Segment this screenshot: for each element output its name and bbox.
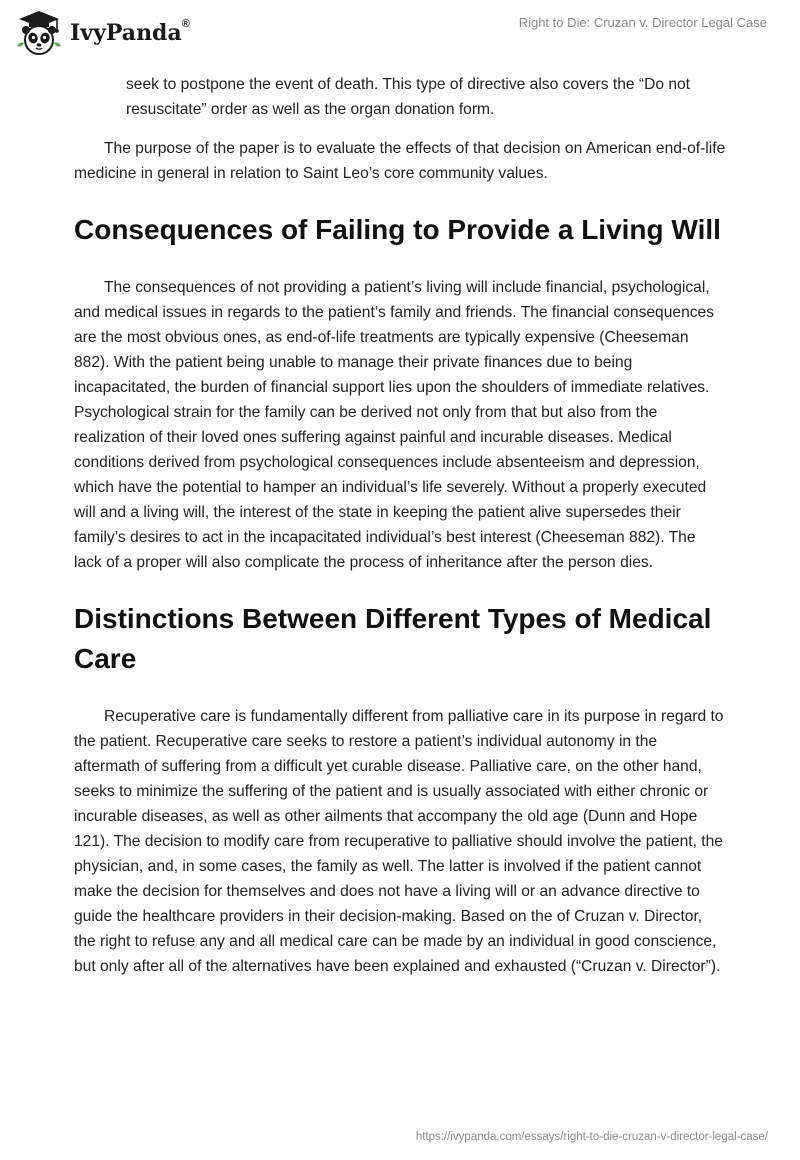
section-paragraph-care-types: Recuperative care is fundamentally different from palliative care in its purpose in regard to the patient. Recuperative care seeks to restore a patient’s individual autonomy in the aftermath of suffering from a difficult yet curable disease. Palliative care, on the other hand, seeks to minimize the suffering of the patient and is usually associated with either chronic or incurable diseases, as well as other ailments that accompany the old age (Dunn and Hope 121). The decision to modify care from recuperative to palliative should involve the patient, the physician, and, in some cases, the family as well. The latter is involved if the patient cannot make the decision for themselves and does not have a living will or an advance directive to guide the healthcare providers in their decision-making. Based on the of Cruzan v. Director, the right to refuse any and all medical care can be made by an individual in good conscience, but only after all of the alternatives have been explained and exhausted (“Cruzan v. Director”). xyxy=(74,708,724,975)
document-title: Right to Die: Cruzan v. Director Legal Case xyxy=(518,15,767,30)
section-paragraph-consequences: The consequences of not providing a patient’s living will include financial, psychological, and medical issues in regards to the patient’s family and friends. The financial consequences are the most obvious ones, as end-of-life treatments are typically expensive (Cheeseman 882). With the patient being unable to manage their private finances due to being incapacitated, the burden of financial support lies upon the shoulders of immediate relatives. Psychological strain for the family can be derived not only from that but also from the realization of their loved ones suffering against painful and incurable diseases. Medical conditions derived from psychological consequences include absenteeism and depression, which have the potential to hamper an individual’s life severely. Without a properly executed will and a living will, the interest of the state in keeping the patient alive supersedes their family’s desires to act in the incapacitated individual’s best interest (Cheeseman 882). The lack of a proper will also complicate the process of inheritance after the person dies. xyxy=(74,279,715,571)
section-heading-consequences: Consequences of Failing to Provide a Living Will xyxy=(74,214,721,245)
essay-body xyxy=(74,72,726,979)
panda-graduate-icon xyxy=(14,8,64,58)
page-header xyxy=(0,0,800,62)
logo-wordmark xyxy=(70,20,190,46)
registered-mark: ® xyxy=(181,18,190,30)
section-heading-care-types: Distinctions Between Different Types of Medical Care xyxy=(74,603,712,674)
ivypanda-logo[interactable] xyxy=(14,8,204,58)
logo-text: IvyPanda xyxy=(70,20,182,46)
purpose-paragraph: The purpose of the paper is to evaluate the effects of that decision on American end-of-life medicine in general in relation to Saint Leo’s core community values. xyxy=(74,140,726,182)
source-url[interactable]: https://ivypanda.com/essays/right-to-die-cruzan-v-director-legal-case/ xyxy=(415,1131,768,1143)
quote-continuation: seek to postpone the event of death. This type of directive also covers the “Do not resuscitate” order as well as the organ donation form. xyxy=(126,76,691,118)
